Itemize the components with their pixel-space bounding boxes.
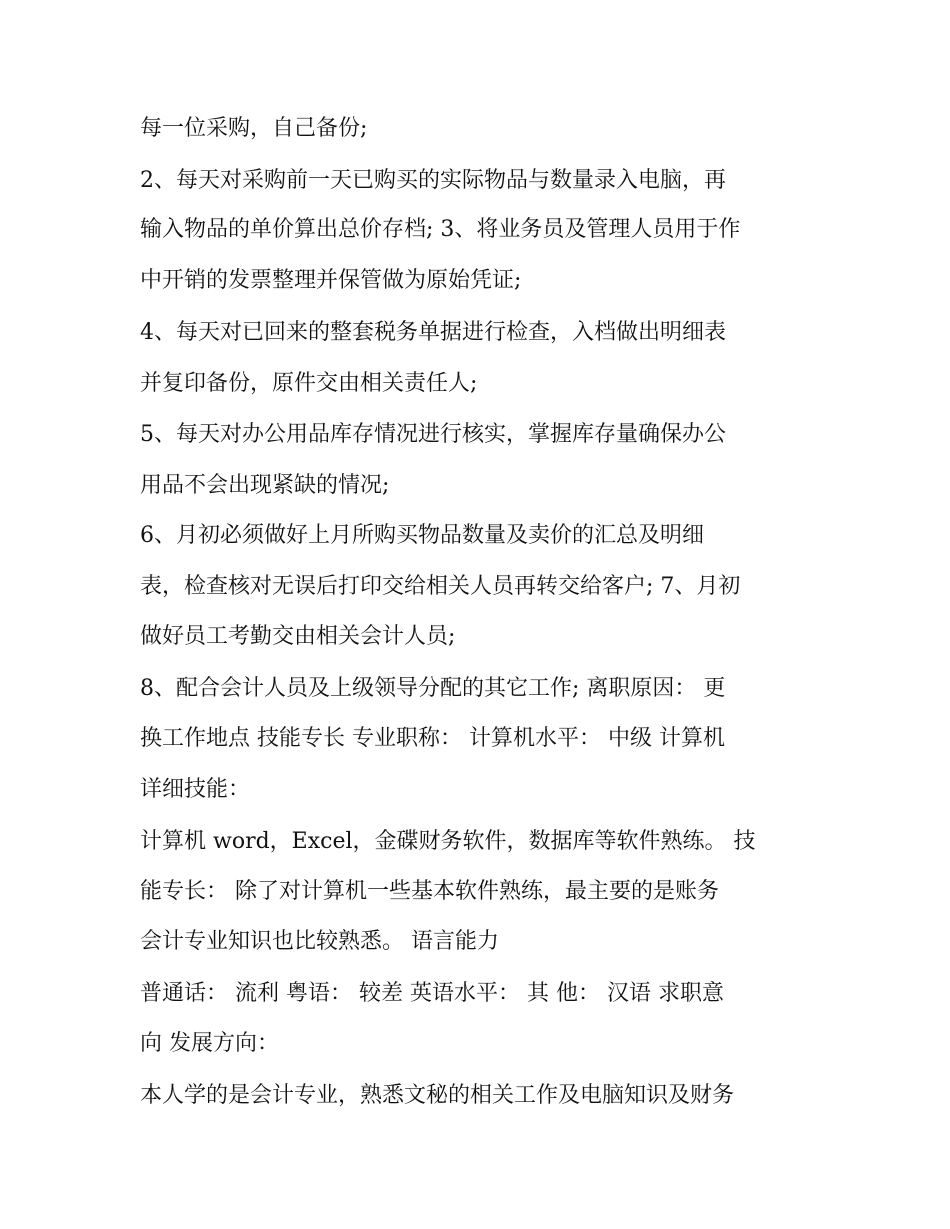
text-line: 换工作地点 技能专长 专业职称： 计算机水平： 中级 计算机 (140, 726, 725, 751)
text-line: 会计专业知识也比较熟悉。 语言能力 (140, 929, 499, 954)
text-line: 4、每天对已回来的整套税务单据进行检查，入档做出明细表 (140, 320, 726, 345)
text-line: 普通话： 流利 粤语： 较差 英语水平： 其 他： 汉语 求职意 (140, 981, 724, 1006)
text-line: 向 发展方向： (140, 1031, 279, 1056)
text-line: 中开销的发票整理并保管做为原始凭证; (140, 268, 522, 293)
text-line: 6、月初必须做好上月所购买物品数量及卖价的汇总及明细 (140, 523, 704, 548)
text-line: 用品不会出现紧缺的情况; (140, 473, 390, 498)
text-line: 输入物品的单价算出总价存档; 3、将业务员及管理人员用于作 (140, 217, 741, 242)
text-line: 能专长： 除了对计算机一些基本软件熟练，最主要的是账务 (140, 879, 719, 904)
text-line: 表，检查核对无误后打印交给相关人员再转交给客户; 7、月初 (140, 574, 741, 599)
text-line: 8、配合会计人员及上级领导分配的其它工作; 离职原因： 更 (140, 676, 726, 701)
text-line: 本人学的是会计专业，熟悉文秘的相关工作及电脑知识及财务 (140, 1083, 735, 1108)
text-line: 2、每天对采购前一天已购买的实际物品与数量录入电脑，再 (140, 168, 726, 193)
text-line: 计算机 word，Excel，金碟财务软件，数据库等软件熟练。 技 (140, 829, 756, 854)
text-line: 详细技能： (140, 777, 251, 802)
text-line: 做好员工考勤交由相关会计人员; (140, 624, 456, 649)
text-line: 每一位采购，自己备份; (140, 116, 368, 141)
text-line: 5、每天对办公用品库存情况进行核实，掌握库存量确保办公 (140, 422, 726, 447)
text-line: 并复印备份，原件交由相关责任人; (140, 371, 478, 396)
